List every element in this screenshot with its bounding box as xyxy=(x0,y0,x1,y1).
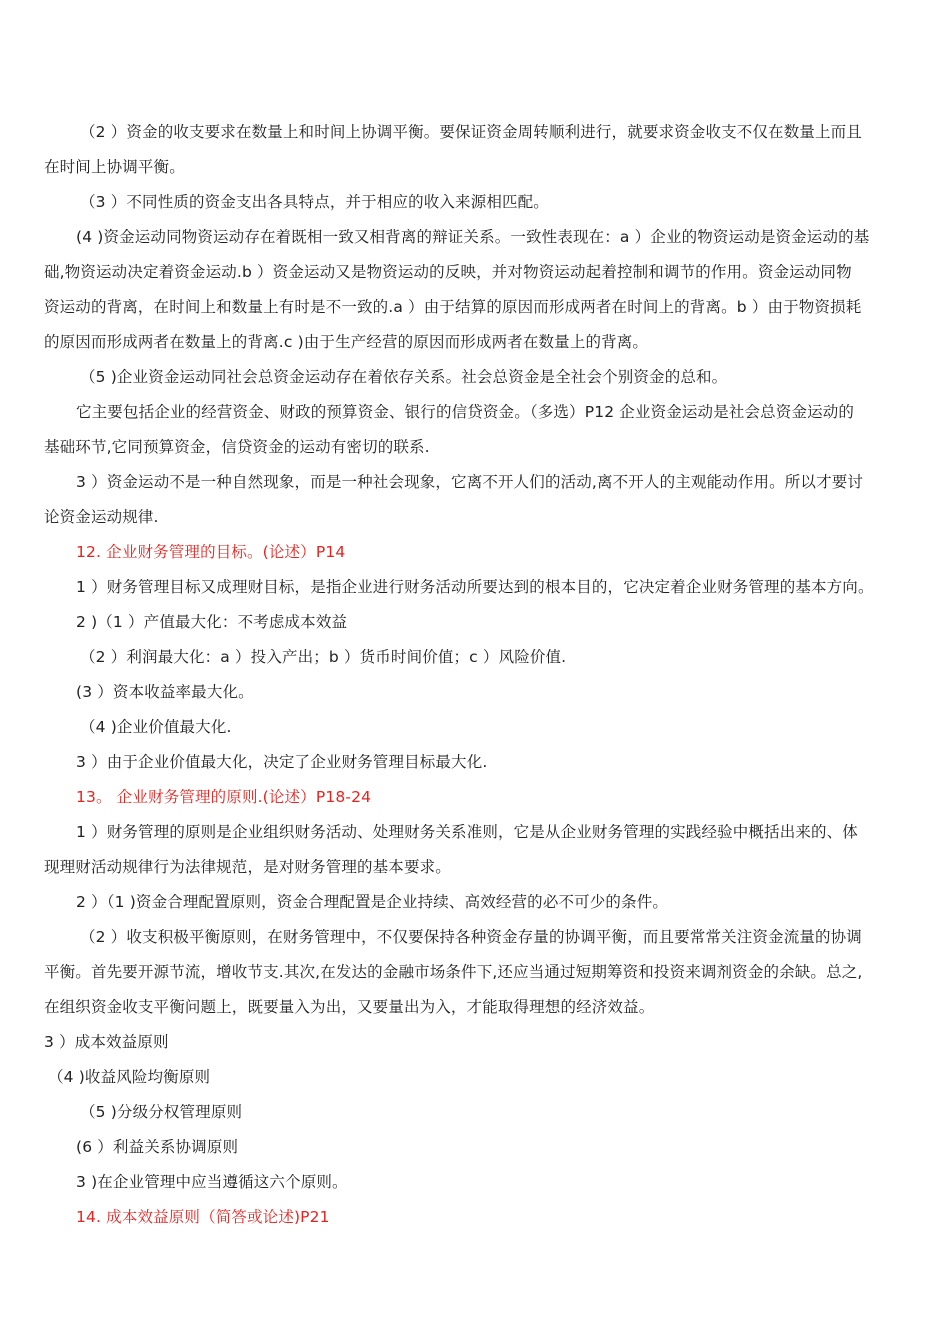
paragraph-line: （2 ）利润最大化：a ）投入产出；b ）货币时间价值；c ）风险价值. xyxy=(80,648,567,666)
paragraph-line: 2 ）（1 )资金合理配置原则，资金合理配置是企业持续、高效经营的必不可少的条件。 xyxy=(76,893,669,911)
paragraph-line: （5 )企业资金运动同社会总资金运动存在着依存关系。社会总资金是全社会个别资金的总和。 xyxy=(80,368,728,386)
section-heading: 14. 成本效益原则（简答或论述)P21 xyxy=(76,1208,330,1226)
paragraph-line: (4 )资金运动同物资运动存在着既相一致又相背离的辩证关系。一致性表现在：a ）企业的物资运动是资金运动的基 xyxy=(76,228,870,246)
paragraph-line: （3 ）不同性质的资金支出各具特点，并于相应的收入来源相匹配。 xyxy=(80,193,549,211)
paragraph-line: 3 )在企业管理中应当遵循这六个原则。 xyxy=(76,1173,348,1191)
paragraph-line: （4 )收益风险均衡原则 xyxy=(48,1068,211,1086)
paragraph-line: 现理财活动规律行为法律规范，是对财务管理的基本要求。 xyxy=(44,858,451,876)
paragraph-line: 3 ）由于企业价值最大化，决定了企业财务管理目标最大化. xyxy=(76,753,488,771)
paragraph-line: 3 ）成本效益原则 xyxy=(44,1033,169,1051)
section-heading: 13。 企业财务管理的原则.(论述）P18-24 xyxy=(76,788,372,806)
paragraph-line: 的原因而形成两者在数量上的背离.c )由于生产经营的原因而形成两者在数量上的背离。 xyxy=(44,333,649,351)
paragraph-line: 础,物资运动决定着资金运动.b ）资金运动又是物资运动的反映，并对物资运动起着控制和调节的作用。资金运动同物 xyxy=(44,263,852,281)
paragraph-line: (3 ）资本收益率最大化。 xyxy=(76,683,254,701)
paragraph-line: （5 )分级分权管理原则 xyxy=(80,1103,243,1121)
paragraph-line: （2 ）资金的收支要求在数量上和时间上协调平衡。要保证资金周转顺利进行，就要求资金收支不仅在数量上而且 xyxy=(80,123,862,141)
paragraph-line: （2 ）收支积极平衡原则，在财务管理中，不仅要保持各种资金存量的协调平衡，而且要常常关注资金流量的协调 xyxy=(80,928,862,946)
section-heading: 12. 企业财务管理的目标。(论述）P14 xyxy=(76,543,346,561)
paragraph-line: 论资金运动规律. xyxy=(44,508,159,526)
paragraph-line: 资运动的背离，在时间上和数量上有时是不一致的.a ）由于结算的原因而形成两者在时间上的背离。b ）由于物资损耗 xyxy=(44,298,862,316)
paragraph-line: 基础环节,它同预算资金，信贷资金的运动有密切的联系. xyxy=(44,438,430,456)
paragraph-line: 1 ）财务管理目标又成理财目标，是指企业进行财务活动所要达到的根本目的，它决定着企业财务管理的基本方向。 xyxy=(76,578,874,596)
paragraph-line: 3 ）资金运动不是一种自然现象，而是一种社会现象，它离不开人们的活动,离不开人的主观能动作用。所以才要讨 xyxy=(76,473,864,491)
paragraph-line: 1 ）财务管理的原则是企业组织财务活动、处理财务关系准则，它是从企业财务管理的实践经验中概括出来的、体 xyxy=(76,823,858,841)
paragraph-line: 平衡。首先要开源节流，增收节支.其次,在发达的金融市场条件下,还应当通过短期筹资和投资来调剂资金的余缺。总之, xyxy=(44,963,863,981)
paragraph-line: （4 )企业价值最大化. xyxy=(80,718,232,736)
paragraph-line: 2 )（1 ）产值最大化：不考虑成本效益 xyxy=(76,613,348,631)
paragraph-line: 在时间上协调平衡。 xyxy=(44,158,185,176)
paragraph-line: 它主要包括企业的经营资金、财政的预算资金、银行的信贷资金。（多选）P12 企业资金运动是社会总资金运动的 xyxy=(76,403,855,421)
paragraph-line: (6 ）利益关系协调原则 xyxy=(76,1138,239,1156)
paragraph-line: 在组织资金收支平衡问题上，既要量入为出，又要量出为入，才能取得理想的经济效益。 xyxy=(44,998,655,1016)
